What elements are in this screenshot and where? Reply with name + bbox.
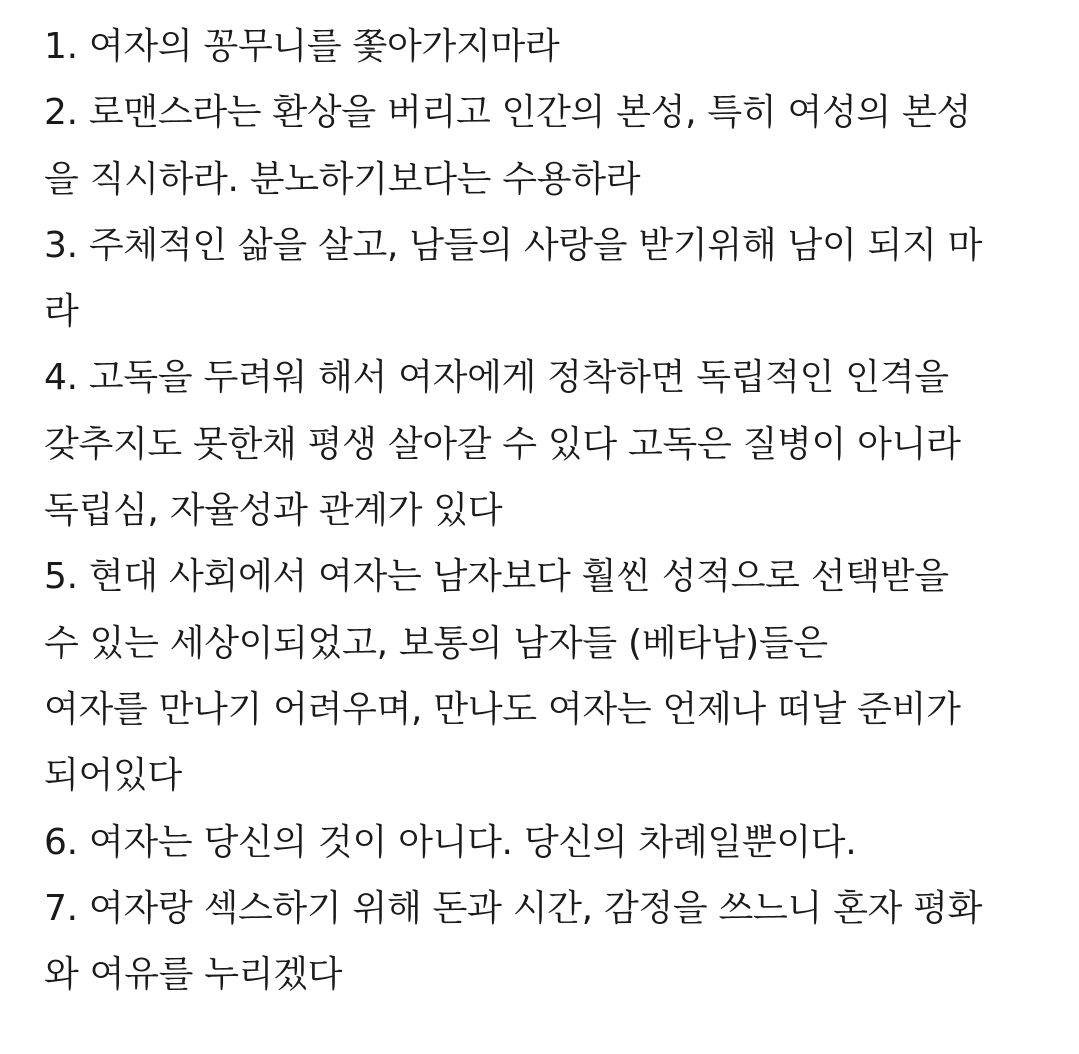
text-line-13: 6. 여자는 당신의 것이 아니다. 당신의 차례일뿐이다. bbox=[44, 821, 857, 863]
text-document bbox=[44, 14, 1044, 1008]
text-line-3: 을 직시하라. 분노하기보다는 수용하라 bbox=[44, 158, 641, 200]
text-line-8: 독립심, 자율성과 관계가 있다 bbox=[44, 490, 503, 532]
text-line-10: 수 있는 세상이되었고, 보통의 남자들 (베타남)들은 bbox=[44, 622, 828, 664]
text-line-15: 와 여유를 누리겠다 bbox=[44, 954, 343, 996]
text-line-6: 4. 고독을 두려워 해서 여자에게 정착하면 독립적인 인격을 bbox=[44, 357, 949, 399]
text-line-9: 5. 현대 사회에서 여자는 남자보다 훨씬 성적으로 선택받을 bbox=[44, 556, 949, 598]
text-line-2: 2. 로맨스라는 환상을 버리고 인간의 본성, 특히 여성의 본성 bbox=[44, 92, 971, 134]
text-line-1: 1. 여자의 꽁무니를 쫓아가지마라 bbox=[44, 26, 560, 67]
text-line-12: 되어있다 bbox=[44, 755, 182, 797]
text-line-7: 갖추지도 못한채 평생 살아갈 수 있다 고독은 질병이 아니라 bbox=[44, 423, 961, 465]
text-line-14: 7. 여자랑 섹스하기 위해 돈과 시간, 감정을 쓰느니 혼자 평화 bbox=[44, 887, 983, 929]
text-line-11: 여자를 만나기 어려우며, 만나도 여자는 언제나 떠날 준비가 bbox=[44, 688, 961, 730]
text-line-4: 3. 주체적인 삶을 살고, 남들의 사랑을 받기위해 남이 되지 마 bbox=[44, 224, 983, 266]
text-line-5: 라 bbox=[44, 291, 79, 333]
